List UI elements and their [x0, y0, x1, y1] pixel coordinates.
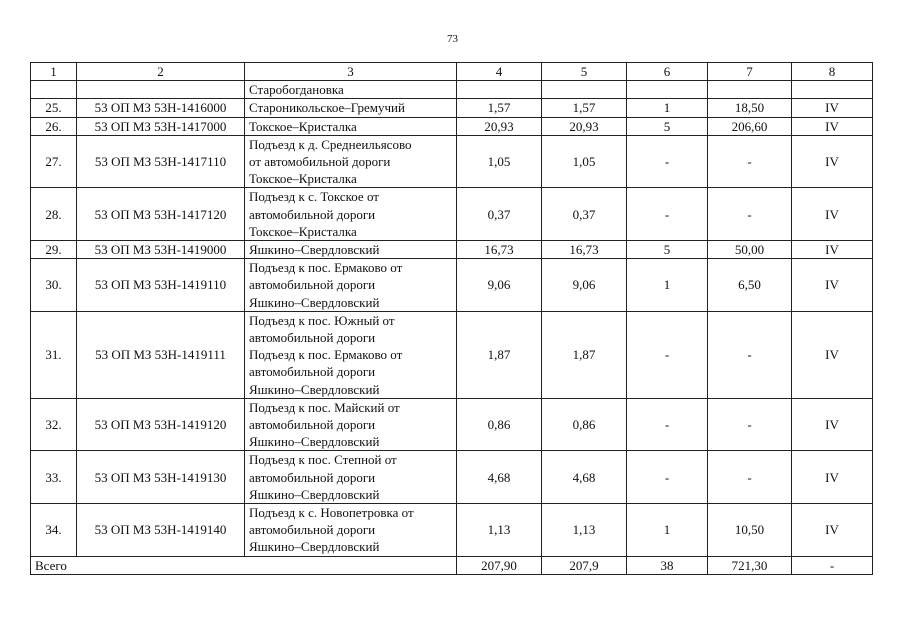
road-code-cell: 53 ОП МЗ 53Н-1419130	[77, 451, 245, 504]
bridges-count-cell: -	[627, 135, 708, 188]
length-total-cell: 1,05	[457, 135, 542, 188]
header-row	[31, 63, 873, 81]
total-label: Всего	[31, 556, 457, 574]
road-name-cell	[245, 311, 457, 398]
bridges-length-cell: -	[708, 451, 792, 504]
category-cell: IV	[792, 99, 873, 117]
road-name-line: Подъезд к пос. Ермаково от	[249, 347, 403, 363]
category-cell: IV	[792, 398, 873, 451]
road-code-cell: 53 ОП МЗ 53Н-1417120	[77, 188, 245, 241]
road-name-cell	[245, 188, 457, 241]
row-number-cell: 32.	[31, 398, 77, 451]
road-name-line: Яшкино–Свердловский	[249, 381, 380, 397]
road-name-line: Яшкино–Свердловский	[249, 434, 380, 450]
roads-table	[30, 62, 873, 575]
bridges-count-cell: 5	[627, 241, 708, 259]
bridges-count-cell: -	[627, 451, 708, 504]
length-hard-cell: 1,05	[542, 135, 627, 188]
header-cell: 2	[77, 63, 245, 81]
bridges-count-cell: 1	[627, 99, 708, 117]
road-code-cell: 53 ОП МЗ 53Н-1419140	[77, 504, 245, 557]
road-name-cell	[245, 241, 457, 259]
length-hard-cell: 4,68	[542, 451, 627, 504]
bridges-length-cell: -	[708, 311, 792, 398]
table-row	[31, 99, 873, 117]
road-name-cell	[245, 504, 457, 557]
bridges-length-cell: 50,00	[708, 241, 792, 259]
road-name-line: Яшкино–Свердловский	[249, 539, 380, 555]
road-code-cell: 53 ОП МЗ 53Н-1419120	[77, 398, 245, 451]
road-name-line: автомобильной дороги	[249, 277, 376, 293]
length-total-cell: 16,73	[457, 241, 542, 259]
length-hard-cell: 16,73	[542, 241, 627, 259]
length-total-cell: 1,87	[457, 311, 542, 398]
row-number-cell: 27.	[31, 135, 77, 188]
length-total-cell: 1,57	[457, 99, 542, 117]
road-name-line: Подъезд к пос. Ермаково от	[249, 260, 403, 276]
length-hard-cell: 1,87	[542, 311, 627, 398]
row-number-cell: 25.	[31, 99, 77, 117]
length-total-cell: 20,93	[457, 117, 542, 135]
table-row	[31, 504, 873, 557]
bridges-length-cell: 10,50	[708, 504, 792, 557]
road-name-line: автомобильной дороги	[249, 417, 376, 433]
row-number-cell: 26.	[31, 117, 77, 135]
row-number-cell: 33.	[31, 451, 77, 504]
bridges-length-cell: -	[708, 398, 792, 451]
road-name-cell	[245, 398, 457, 451]
road-name-line: Старобогдановка	[249, 82, 344, 98]
length-hard-cell: 0,37	[542, 188, 627, 241]
road-code-cell: 53 ОП МЗ 53Н-1419111	[77, 311, 245, 398]
bridges-count-cell: -	[627, 188, 708, 241]
total-row	[31, 556, 873, 574]
table-row	[31, 241, 873, 259]
category-cell: IV	[792, 117, 873, 135]
road-name-cell	[245, 135, 457, 188]
road-name-line: Токское–Кристалка	[249, 171, 357, 187]
header-cell: 3	[245, 63, 457, 81]
road-name-cell	[245, 259, 457, 312]
header-cell: 7	[708, 63, 792, 81]
row-number-cell: 31.	[31, 311, 77, 398]
road-name-line: Яшкино–Свердловский	[249, 294, 380, 310]
table-row	[31, 259, 873, 312]
road-name-line: Подъезд к пос. Южный от	[249, 312, 395, 328]
road-name-line: Подъезд к пос. Степной от	[249, 452, 397, 468]
total-value-cell: 207,90	[457, 556, 542, 574]
category-cell: IV	[792, 311, 873, 398]
road-name-line: Подъезд к пос. Майский от	[249, 399, 400, 415]
bridges-count-cell: 5	[627, 117, 708, 135]
road-code-cell: 53 ОП МЗ 53Н-1417110	[77, 135, 245, 188]
road-code-cell: 53 ОП МЗ 53Н-1419110	[77, 259, 245, 312]
category-cell: IV	[792, 259, 873, 312]
table-row	[31, 398, 873, 451]
road-code-cell: 53 ОП МЗ 53Н-1416000	[77, 99, 245, 117]
category-cell: IV	[792, 451, 873, 504]
total-value-cell: -	[792, 556, 873, 574]
road-code-cell: 53 ОП МЗ 53Н-1417000	[77, 117, 245, 135]
row-number-cell: 29.	[31, 241, 77, 259]
table-row	[31, 135, 873, 188]
header-cell: 8	[792, 63, 873, 81]
length-hard-cell: 9,06	[542, 259, 627, 312]
bridges-count-cell: -	[627, 398, 708, 451]
road-name-line: Староникольское–Гремучий	[249, 100, 405, 116]
table-row	[31, 117, 873, 135]
length-hard-cell: 20,93	[542, 117, 627, 135]
row-number-cell: 34.	[31, 504, 77, 557]
category-cell: IV	[792, 241, 873, 259]
header-cell: 1	[31, 63, 77, 81]
length-total-cell: 9,06	[457, 259, 542, 312]
road-name-line: автомобильной дороги	[249, 469, 376, 485]
bridges-length-cell: 6,50	[708, 259, 792, 312]
table-row	[31, 311, 873, 398]
row-number-cell: 30.	[31, 259, 77, 312]
length-hard-cell: 1,57	[542, 99, 627, 117]
road-name-line: Яшкино–Свердловский	[249, 242, 380, 258]
bridges-count-cell: 1	[627, 504, 708, 557]
length-hard-cell: 1,13	[542, 504, 627, 557]
road-name-line: автомобильной дороги	[249, 364, 376, 380]
page-number: 73	[447, 33, 458, 45]
road-name-cell	[245, 451, 457, 504]
road-name-line: автомобильной дороги	[249, 522, 376, 538]
total-value-cell: 207,9	[542, 556, 627, 574]
road-name-line: Яшкино–Свердловский	[249, 486, 380, 502]
road-name-cell	[245, 81, 457, 99]
header-cell: 4	[457, 63, 542, 81]
bridges-length-cell: -	[708, 188, 792, 241]
header-cell: 5	[542, 63, 627, 81]
bridges-length-cell: 206,60	[708, 117, 792, 135]
road-name-cell	[245, 117, 457, 135]
header-cell: 6	[627, 63, 708, 81]
category-cell: IV	[792, 504, 873, 557]
length-total-cell: 1,13	[457, 504, 542, 557]
road-name-line: Подъезд к с. Новопетровка от	[249, 505, 414, 521]
bridges-length-cell: -	[708, 135, 792, 188]
road-name-line: автомобильной дороги	[249, 330, 376, 346]
road-name-line: Подъезд к д. Среднеильясово	[249, 136, 412, 152]
length-hard-cell: 0,86	[542, 398, 627, 451]
length-total-cell: 0,86	[457, 398, 542, 451]
road-code-cell: 53 ОП МЗ 53Н-1419000	[77, 241, 245, 259]
table-row	[31, 451, 873, 504]
length-total-cell: 4,68	[457, 451, 542, 504]
road-name-line: Подъезд к с. Токское от	[249, 189, 379, 205]
road-name-cell	[245, 99, 457, 117]
road-name-line: автомобильной дороги	[249, 206, 376, 222]
road-name-line: Токское–Кристалка	[249, 118, 357, 134]
category-cell: IV	[792, 188, 873, 241]
total-value-cell: 721,30	[708, 556, 792, 574]
bridges-count-cell: -	[627, 311, 708, 398]
bridges-count-cell: 1	[627, 259, 708, 312]
continuation-row	[31, 81, 873, 99]
bridges-length-cell: 18,50	[708, 99, 792, 117]
row-number-cell: 28.	[31, 188, 77, 241]
table-row	[31, 188, 873, 241]
category-cell: IV	[792, 135, 873, 188]
road-name-line: от автомобильной дороги	[249, 154, 391, 170]
road-name-line: Токское–Кристалка	[249, 223, 357, 239]
length-total-cell: 0,37	[457, 188, 542, 241]
total-value-cell: 38	[627, 556, 708, 574]
